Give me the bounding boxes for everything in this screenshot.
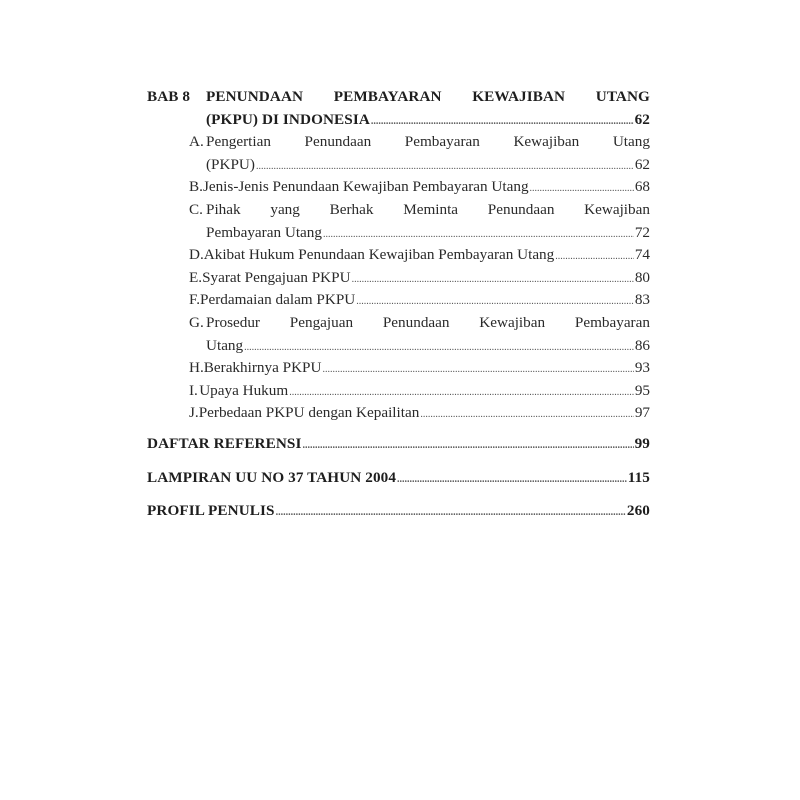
table-of-contents xyxy=(147,86,650,523)
dot-leader xyxy=(420,402,634,427)
toc-entry-f[interactable]: F. Perdamaian dalam PKPU ..... 83 xyxy=(147,289,650,312)
toc-entry-daftar-referensi[interactable]: DAFTAR REFERENSI ..... 99 xyxy=(147,433,650,456)
page-number: 86 xyxy=(634,336,650,354)
toc-entry-a-line1[interactable]: A. Pengertian Penundaan Pembayaran Kewajiban Utang xyxy=(147,131,650,154)
toc-entry-profil-penulis[interactable]: PROFIL PENULIS ..... 260 xyxy=(147,500,650,523)
toc-entry-c-line2[interactable]: Pembayaran Utang ..... 72 xyxy=(147,222,650,245)
section-letter: H. xyxy=(189,359,204,377)
section-letter: D. xyxy=(189,246,204,264)
dot-leader xyxy=(530,176,634,201)
toc-entry-g-line2[interactable]: Utang ..... 86 xyxy=(147,335,650,358)
section-letter: A. xyxy=(189,133,204,151)
toc-entry-chapter-8[interactable] xyxy=(147,109,650,132)
page-number: 62 xyxy=(634,155,650,173)
page-number: 260 xyxy=(626,502,650,520)
page-number: 95 xyxy=(634,381,650,399)
toc-entry-lampiran[interactable]: LAMPIRAN UU NO 37 TAHUN 2004 ..... 115 xyxy=(147,467,650,490)
toc-entry-b[interactable]: B. Jenis-Jenis Penundaan Kewajiban Pembayaran Utang ..... 68 xyxy=(147,176,650,199)
dot-leader xyxy=(244,335,634,360)
toc-entry-j[interactable]: J. Perbedaan PKPU dengan Kepailitan ..... 97 xyxy=(147,402,650,425)
dot-leader xyxy=(352,267,634,292)
page-number: 99 xyxy=(634,434,650,452)
chapter-heading-line1 xyxy=(147,86,650,109)
section-letter: J. xyxy=(189,404,199,422)
toc-entry-i[interactable]: I. Upaya Hukum ..... 95 xyxy=(147,380,650,403)
section-letter: I. xyxy=(189,381,198,399)
dot-leader xyxy=(276,500,626,525)
dot-leader xyxy=(555,244,634,269)
page-number: 93 xyxy=(634,359,650,377)
dot-leader xyxy=(256,154,634,179)
dot-leader xyxy=(356,289,634,314)
page-number: 83 xyxy=(634,291,650,309)
dot-leader xyxy=(322,357,633,382)
toc-entry-e[interactable]: E. Syarat Pengajuan PKPU ..... 80 xyxy=(147,267,650,290)
page-number: 62 xyxy=(634,110,650,128)
toc-entry-g-line1[interactable]: G. Prosedur Pengajuan Penundaan Kewajiban Pembayaran xyxy=(147,312,650,335)
toc-entry-c-line1[interactable]: C. Pihak yang Berhak Meminta Penundaan Kewajiban xyxy=(147,199,650,222)
dot-leader xyxy=(302,433,633,458)
toc-entry-d[interactable]: D. Akibat Hukum Penundaan Kewajiban Pembayaran Utang ..... 74 xyxy=(147,244,650,267)
section-letter: C. xyxy=(189,200,203,218)
chapter-label: BAB 8 xyxy=(147,88,191,105)
dot-leader xyxy=(371,109,634,134)
page-number: 68 xyxy=(634,178,650,196)
page-number: 80 xyxy=(634,268,650,286)
section-letter: E. xyxy=(189,268,203,286)
toc-entry-a-line2[interactable]: (PKPU) ..... 62 xyxy=(147,154,650,177)
chapter-title-line2: (PKPU) DI INDONESIA xyxy=(206,110,370,128)
dot-leader xyxy=(397,467,627,492)
dot-leader xyxy=(323,222,634,247)
page-number: 97 xyxy=(634,404,650,422)
dot-leader xyxy=(289,380,634,405)
toc-entry-h[interactable]: H. Berakhirnya PKPU ..... 93 xyxy=(147,357,650,380)
page-number: 115 xyxy=(627,468,650,486)
section-letter: F. xyxy=(189,291,201,309)
page-number: 74 xyxy=(634,246,650,264)
section-letter: G. xyxy=(189,313,204,331)
page-number: 72 xyxy=(634,223,650,241)
section-letter: B. xyxy=(189,178,203,196)
chapter-title-line1: PENUNDAAN PEMBAYARAN KEWAJIBAN UTANG xyxy=(206,88,650,105)
